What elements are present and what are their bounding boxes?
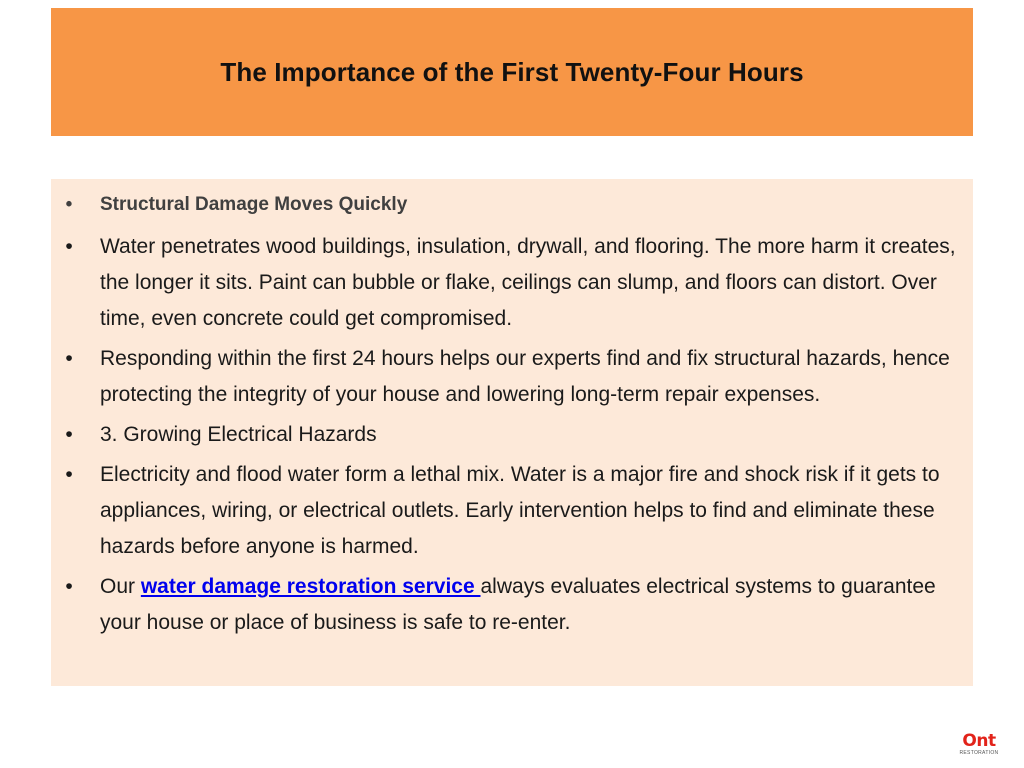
bullet-item: [51, 187, 973, 223]
bullet-text-suffix: always evaluates electrical systems to guarantee your house or place of business is safe to re-enter.: [100, 575, 936, 634]
bullet-list: [51, 187, 973, 645]
bullet-dot: •: [65, 575, 73, 598]
ont-restoration-logo: [955, 733, 1003, 759]
bullet-dot: •: [65, 347, 73, 370]
bullet-dot: •: [65, 463, 73, 486]
bullet-dot: •: [65, 194, 73, 215]
bullet-text: Structural Damage Moves Quickly: [100, 194, 408, 215]
bullet-dot: •: [65, 235, 73, 258]
bullet-item: [51, 417, 973, 453]
title-banner: [51, 8, 973, 136]
logo-wordmark: Ont: [962, 731, 996, 751]
bullet-item: [51, 229, 973, 337]
logo-subtitle: RESTORATION: [959, 750, 999, 756]
bullet-item: [51, 341, 973, 413]
bullet-item: [51, 457, 973, 565]
bullet-text: Water penetrates wood buildings, insulation, drywall, and flooring. The more harm it creates, the longer it sits. Paint can bubble or flake, ceilings can slump, and floors can distort. Over time, even concrete could get compromised.: [100, 235, 956, 330]
bullet-text: 3. Growing Electrical Hazards: [100, 423, 377, 446]
water-damage-restoration-link[interactable]: water damage restoration service: [140, 575, 481, 598]
content-box: [51, 179, 973, 686]
bullet-text: Electricity and flood water form a lethal mix. Water is a major fire and shock risk if it gets to appliances, wiring, or electrical outlets. Early intervention helps to find and eliminate these hazards before anyone is harmed.: [100, 463, 940, 558]
bullet-text-prefix: Our: [100, 575, 141, 598]
bullet-text: Responding within the first 24 hours helps our experts find and fix structural hazards, hence protecting the integrity of your house and lowering long-term repair expenses.: [100, 347, 950, 406]
bullet-item: [51, 569, 973, 641]
bullet-dot: •: [65, 423, 73, 446]
slide-title: The Importance of the First Twenty-Four Hours: [220, 56, 804, 87]
